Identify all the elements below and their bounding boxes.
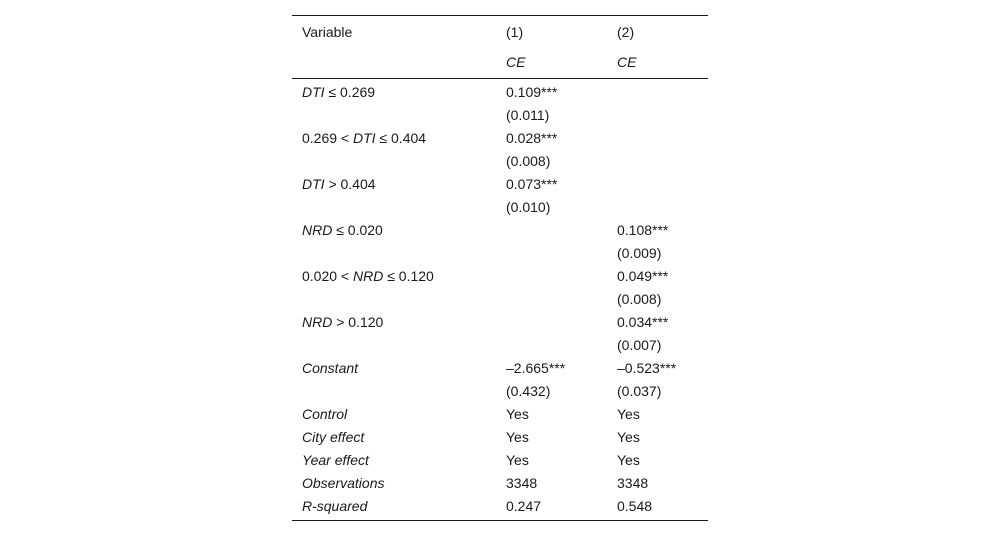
cell-col-1 <box>496 334 607 357</box>
row-label <box>292 495 496 521</box>
table-row <box>292 173 708 196</box>
table-row <box>292 104 708 127</box>
cell-col-1: Yes <box>506 429 529 445</box>
header-row-columns <box>292 16 708 48</box>
row-label-variable: Constant <box>302 360 359 376</box>
cell-col-2: 0.108*** <box>617 222 669 238</box>
table-body <box>292 79 708 521</box>
cell-col-2 <box>607 79 708 105</box>
row-label-variable: Year effect <box>302 452 369 468</box>
row-label <box>292 472 496 495</box>
row-label-variable: Observations <box>302 475 385 491</box>
table-row <box>292 403 708 426</box>
table-row <box>292 357 708 380</box>
cell-col-1 <box>496 219 607 242</box>
cell-col-1: (0.011) <box>506 107 550 123</box>
table-row <box>292 242 708 265</box>
row-label <box>292 104 496 127</box>
cell-col-2: (0.008) <box>617 291 662 307</box>
row-label <box>292 79 496 105</box>
row-label <box>292 403 496 426</box>
header-dep-2: CE <box>617 54 637 70</box>
cell-col-2: ‒0.523*** <box>617 360 677 376</box>
row-label-variable: DTI <box>353 130 376 146</box>
cell-col-2: 0.034*** <box>617 314 669 330</box>
row-label-variable: DTI <box>302 176 325 192</box>
table-row <box>292 426 708 449</box>
row-label-prefix: 0.020 < <box>302 268 353 284</box>
cell-col-1: 0.028*** <box>506 130 558 146</box>
row-label <box>292 196 496 219</box>
cell-col-1: Yes <box>506 406 529 422</box>
cell-col-1: Yes <box>506 452 529 468</box>
row-label-suffix: ≤ 0.404 <box>375 130 427 146</box>
row-label-suffix: ≤ 0.120 <box>383 268 434 284</box>
row-label <box>292 357 496 380</box>
header-col-2: (2) <box>617 24 635 40</box>
row-label-prefix: 0.269 < <box>302 130 353 146</box>
table-header <box>292 16 708 79</box>
cell-col-2: 0.049*** <box>617 268 669 284</box>
row-label <box>292 288 496 311</box>
table-row <box>292 334 708 357</box>
row-label <box>292 242 496 265</box>
table-row <box>292 495 708 521</box>
row-label-variable: DTI <box>302 84 325 100</box>
table-row <box>292 311 708 334</box>
table-row <box>292 196 708 219</box>
cell-col-2: Yes <box>617 406 640 422</box>
table-row <box>292 219 708 242</box>
header-dep-1: CE <box>506 54 526 70</box>
cell-col-1: (0.010) <box>506 199 551 215</box>
row-label <box>292 219 496 242</box>
cell-col-2 <box>607 150 708 173</box>
cell-col-2: 3348 <box>617 475 649 491</box>
row-label <box>292 380 496 403</box>
cell-col-1: 0.109*** <box>506 84 558 100</box>
table-row <box>292 288 708 311</box>
row-label-suffix: ≤ 0.020 <box>332 222 383 238</box>
row-label <box>292 334 496 357</box>
cell-col-1: 0.247 <box>506 498 542 514</box>
row-label-suffix: > 0.404 <box>324 176 376 192</box>
row-label <box>292 426 496 449</box>
row-label-variable: NRD <box>353 268 384 284</box>
table-row <box>292 449 708 472</box>
cell-col-1 <box>496 288 607 311</box>
table-row <box>292 127 708 150</box>
regression-table-container <box>292 15 708 521</box>
header-variable: Variable <box>302 24 353 40</box>
cell-col-2: Yes <box>617 429 640 445</box>
row-label-variable: Control <box>302 406 348 422</box>
cell-col-2 <box>607 196 708 219</box>
table-row <box>292 150 708 173</box>
cell-col-1: (0.008) <box>506 153 551 169</box>
row-label <box>292 265 496 288</box>
cell-col-2: Yes <box>617 452 640 468</box>
cell-col-2 <box>607 104 708 127</box>
row-label <box>292 311 496 334</box>
table-row <box>292 79 708 105</box>
row-label <box>292 449 496 472</box>
row-label-variable: NRD <box>302 222 333 238</box>
row-label-suffix: > 0.120 <box>332 314 384 330</box>
row-label <box>292 127 496 150</box>
cell-col-1: (0.432) <box>506 383 551 399</box>
cell-col-2 <box>607 173 708 196</box>
table-row <box>292 265 708 288</box>
cell-col-2: (0.007) <box>617 337 662 353</box>
header-col-1: (1) <box>506 24 524 40</box>
cell-col-2: (0.009) <box>617 245 662 261</box>
cell-col-2 <box>607 127 708 150</box>
row-label <box>292 150 496 173</box>
row-label-variable: NRD <box>302 314 333 330</box>
row-label-suffix: ≤ 0.269 <box>324 84 376 100</box>
cell-col-1: ‒2.665*** <box>506 360 566 376</box>
table-row <box>292 472 708 495</box>
row-label-variable: City effect <box>302 429 365 445</box>
row-label-variable: R-squared <box>302 498 368 514</box>
header-row-dependent <box>292 47 708 79</box>
cell-col-2: 0.548 <box>617 498 653 514</box>
cell-col-1 <box>496 311 607 334</box>
cell-col-1 <box>496 242 607 265</box>
cell-col-1: 3348 <box>506 475 538 491</box>
table-row <box>292 380 708 403</box>
cell-col-1 <box>496 265 607 288</box>
regression-table <box>292 15 708 521</box>
cell-col-1: 0.073*** <box>506 176 558 192</box>
header-empty <box>292 47 496 79</box>
row-label <box>292 173 496 196</box>
cell-col-2: (0.037) <box>617 383 662 399</box>
